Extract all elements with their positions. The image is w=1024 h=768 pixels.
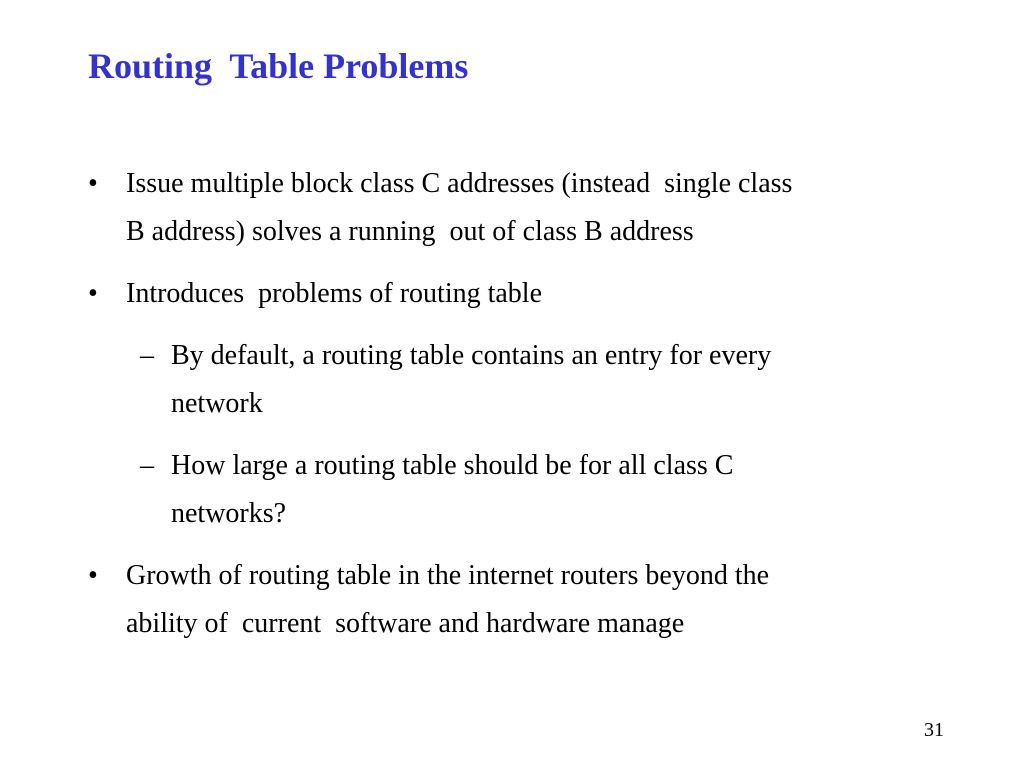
- sub-bullet-text-line: How large a routing table should be for all class C: [171, 450, 734, 481]
- bullet-text-line: Introduces problems of routing table: [126, 278, 543, 309]
- bullet-text-line: Issue multiple block class C addresses (instead single class: [126, 168, 793, 199]
- sub-bullet-text-line: networks?: [171, 498, 287, 529]
- bullet-marker: •: [88, 278, 98, 309]
- bullet-marker: •: [88, 560, 98, 591]
- sub-bullet-marker: –: [140, 340, 154, 371]
- bullet-marker: •: [88, 168, 98, 199]
- bullet-text-line: ability of current software and hardware manage: [126, 608, 685, 639]
- bullet-text-line: Growth of routing table in the internet routers beyond the: [126, 560, 770, 591]
- bullet-text-line: B address) solves a running out of class B address: [126, 216, 694, 247]
- sub-bullet-marker: –: [140, 450, 154, 481]
- page-number: 31: [924, 719, 944, 741]
- sub-bullet-text-line: network: [171, 388, 263, 419]
- slide-title: Routing Table Problems: [88, 46, 469, 86]
- sub-bullet-text-line: By default, a routing table contains an entry for every: [171, 340, 772, 371]
